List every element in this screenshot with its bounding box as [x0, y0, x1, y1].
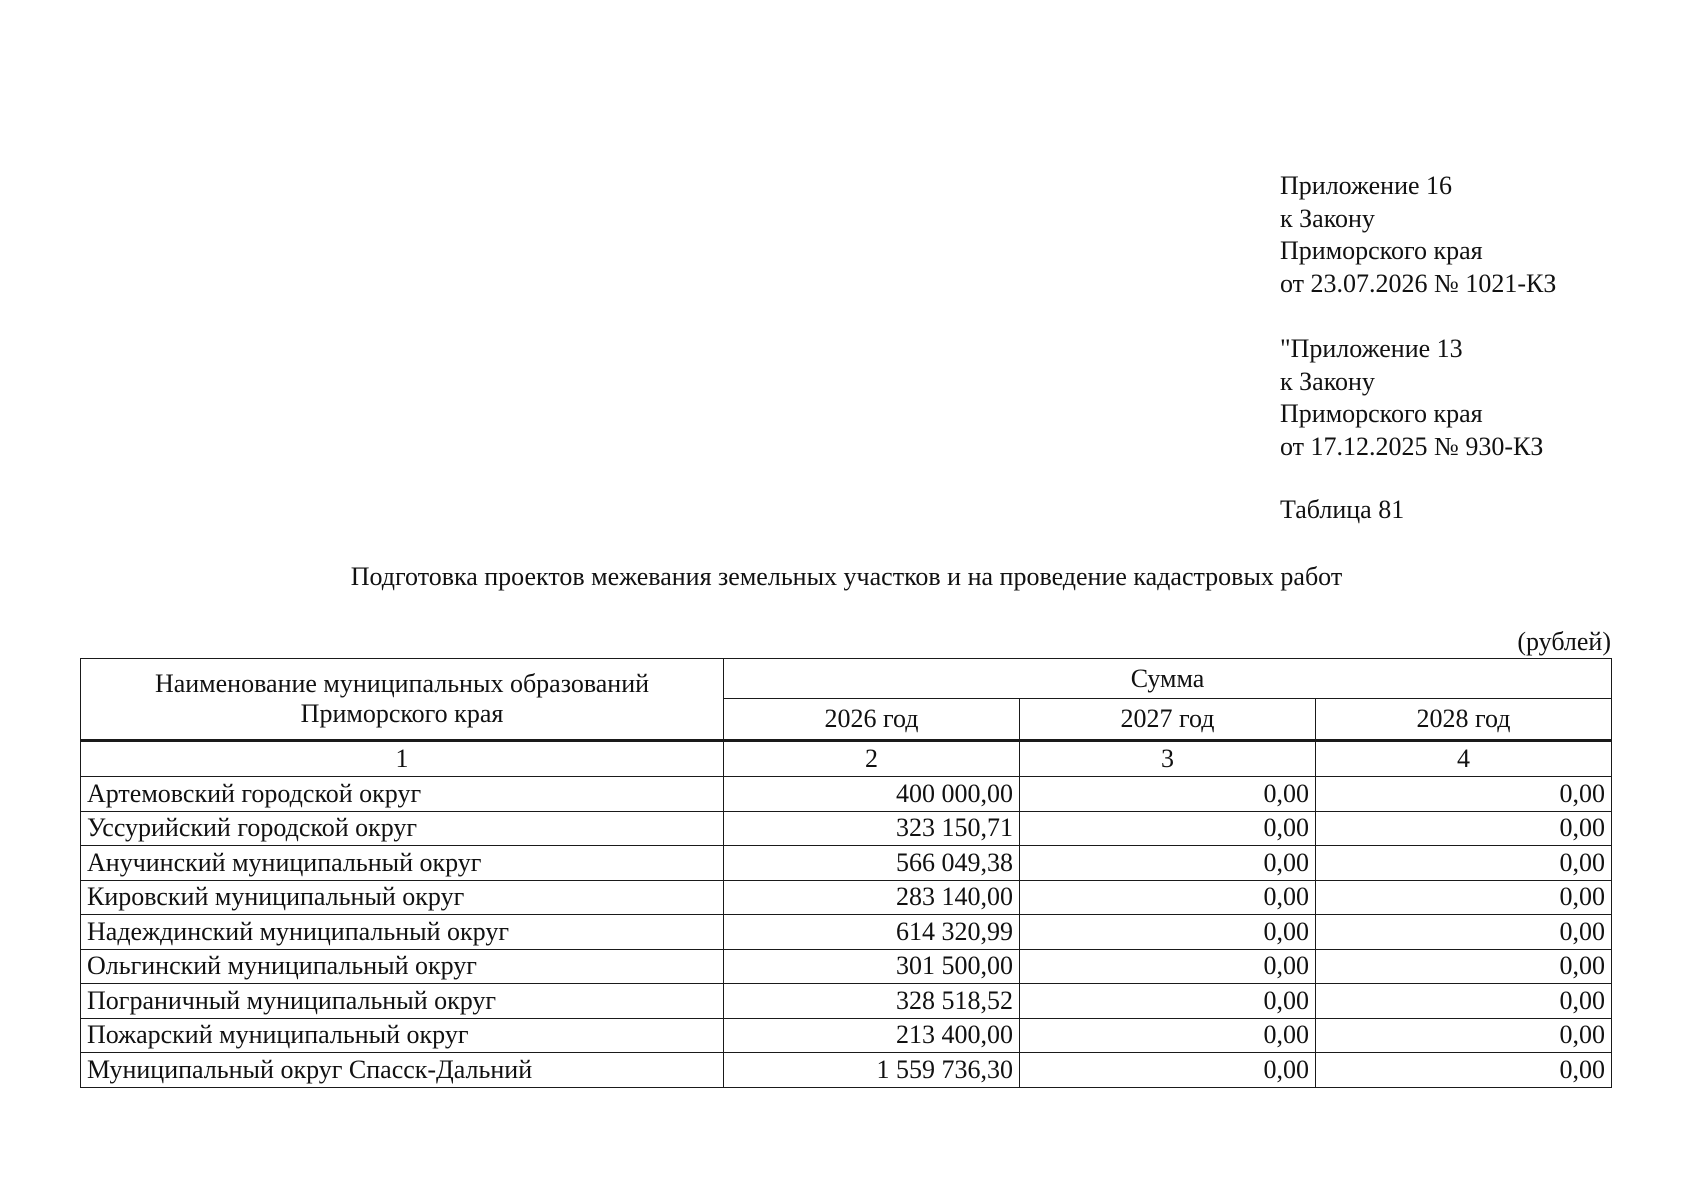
annex-previous-line: Приморского края — [1280, 399, 1483, 428]
amount-2028: 0,00 — [1316, 949, 1612, 984]
amount-2026: 400 000,00 — [724, 777, 1020, 812]
amount-2027: 0,00 — [1020, 984, 1316, 1019]
amount-2026: 614 320,99 — [724, 915, 1020, 950]
amount-2028: 0,00 — [1316, 984, 1612, 1019]
amount-2026: 328 518,52 — [724, 984, 1020, 1019]
amount-2028: 0,00 — [1316, 1018, 1612, 1053]
table-row — [81, 1053, 1612, 1088]
table-row — [81, 777, 1612, 812]
header-sum: Сумма — [724, 659, 1612, 699]
amount-2028: 0,00 — [1316, 811, 1612, 846]
annex-previous-block — [1280, 333, 1543, 463]
amount-2027: 0,00 — [1020, 880, 1316, 915]
annex-previous-line: к Закону — [1280, 366, 1375, 396]
municipality-name: Надеждинский муниципальный округ — [81, 915, 724, 950]
annex-previous-line: "Приложение 13 — [1280, 334, 1463, 363]
header-municipality — [81, 659, 724, 741]
amount-2027: 0,00 — [1020, 949, 1316, 984]
municipality-name: Уссурийский городской округ — [81, 811, 724, 846]
table-row — [81, 1018, 1612, 1053]
amount-2026: 213 400,00 — [724, 1018, 1020, 1053]
amount-2026: 283 140,00 — [724, 880, 1020, 915]
table-number: Таблица 81 — [1280, 495, 1405, 524]
amount-2027: 0,00 — [1020, 1053, 1316, 1088]
table-row — [81, 949, 1612, 984]
municipality-name: Артемовский городской округ — [81, 777, 724, 812]
column-number: 2 — [724, 741, 1020, 777]
header-year: 2026 год — [724, 699, 1020, 741]
amount-2026: 301 500,00 — [724, 949, 1020, 984]
column-number: 1 — [81, 741, 724, 777]
table-row — [81, 880, 1612, 915]
column-number: 3 — [1020, 741, 1316, 777]
municipality-name: Ольгинский муниципальный округ — [81, 949, 724, 984]
header-municipality-line: Приморского края — [300, 699, 504, 728]
municipality-name: Кировский муниципальный округ — [81, 880, 724, 915]
amount-2027: 0,00 — [1020, 846, 1316, 881]
amount-2026: 566 049,38 — [724, 846, 1020, 881]
amount-2027: 0,00 — [1020, 777, 1316, 812]
amount-2028: 0,00 — [1316, 915, 1612, 950]
amount-2027: 0,00 — [1020, 1018, 1316, 1053]
annex-current-line: от 23.07.2026 № 1021-КЗ — [1280, 268, 1557, 298]
amount-2028: 0,00 — [1316, 1053, 1612, 1088]
municipality-name: Пограничный муниципальный округ — [81, 984, 724, 1019]
table-row — [81, 811, 1612, 846]
table-header-row — [81, 659, 1612, 699]
municipality-name: Пожарский муниципальный округ — [81, 1018, 724, 1053]
annex-previous-line: от 17.12.2025 № 930-КЗ — [1280, 431, 1544, 461]
header-year: 2027 год — [1020, 699, 1316, 741]
amount-2027: 0,00 — [1020, 811, 1316, 846]
subsidy-table — [80, 658, 1612, 1088]
annex-current-line: Приморского края — [1280, 236, 1483, 265]
annex-current-line: к Закону — [1280, 203, 1375, 233]
units-label: (рублей) — [1517, 627, 1611, 656]
header-municipality-line: Наименование муниципальных образований — [154, 669, 650, 698]
amount-2028: 0,00 — [1316, 846, 1612, 881]
annex-current-block — [1280, 170, 1556, 300]
table-row — [81, 984, 1612, 1019]
amount-2026: 323 150,71 — [724, 811, 1020, 846]
column-number: 4 — [1316, 741, 1612, 777]
annex-current-line: Приложение 16 — [1280, 171, 1453, 200]
amount-2028: 0,00 — [1316, 777, 1612, 812]
municipality-name: Муниципальный округ Спасск-Дальний — [81, 1053, 724, 1088]
table-row — [81, 915, 1612, 950]
column-number-row — [81, 741, 1612, 777]
amount-2027: 0,00 — [1020, 915, 1316, 950]
amount-2028: 0,00 — [1316, 880, 1612, 915]
document-title: Подготовка проектов межевания земельных участков и на проведение кадастровых работ — [350, 562, 1343, 591]
municipality-name: Анучинский муниципальный округ — [81, 846, 724, 881]
table-row — [81, 846, 1612, 881]
header-year: 2028 год — [1316, 699, 1612, 741]
amount-2026: 1 559 736,30 — [724, 1053, 1020, 1088]
